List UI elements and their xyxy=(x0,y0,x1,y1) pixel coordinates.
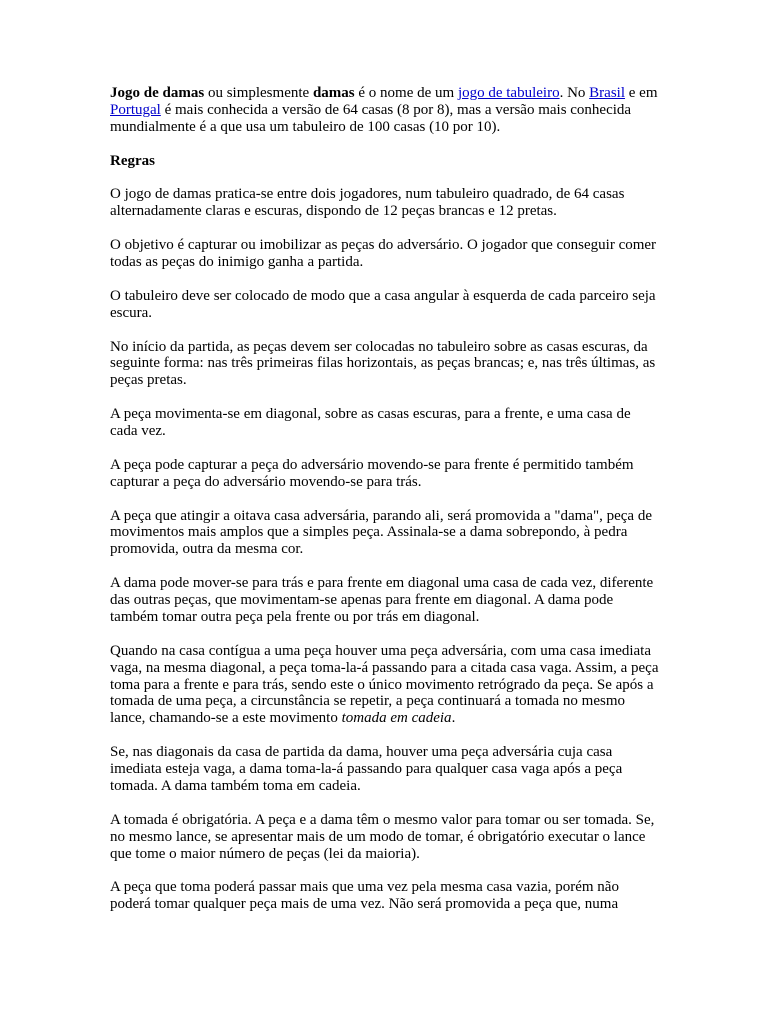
rule-paragraph: O jogo de damas pratica-se entre dois jogadores, num tabuleiro quadrado, de 64 casas alternadamente claras e escuras, dispondo de 12 peças brancas e 12 pretas. xyxy=(110,186,625,220)
link-portugal[interactable]: Portugal xyxy=(110,101,161,118)
section-heading-regras: Regras xyxy=(110,152,155,169)
rule-paragraph: A peça que atingir a oitava casa adversária, parando ali, será promovida a "dama", peça de movimentos mais amplos que a simples peça. Assinala-se a dama sobrepondo, à pedra promovida, outra da mesma cor. xyxy=(110,507,652,558)
document-page xyxy=(110,85,660,930)
link-brasil[interactable]: Brasil xyxy=(589,85,626,101)
term-damas: damas xyxy=(312,85,355,101)
rule-paragraph-tomada xyxy=(110,643,660,728)
intro-text-d: e em xyxy=(625,85,658,101)
rule-paragraph: A tomada é obrigatória. A peça e a dama têm o mesmo valor para tomar ou ser tomada. Se, no mesmo lance, se apresentar mais de um modo de tomar, é obrigatório executar o lance que tome o maior número de peças (lei da maioria). xyxy=(110,811,655,862)
link-jogo-de-tabuleiro[interactable]: jogo de tabuleiro xyxy=(457,85,560,101)
rule-paragraph: A peça movimenta-se em diagonal, sobre as casas escuras, para a frente, e uma casa de cada vez. xyxy=(110,406,631,440)
intro-text-a: ou simplesmente xyxy=(204,85,313,101)
intro-text-e: é mais conhecida a versão de 64 casas (8 por 8), mas a versão mais conhecida mundialmente é a que usa um tabuleiro de 100 casas (10 por 10). xyxy=(110,101,632,135)
rule-paragraph: No início da partida, as peças devem ser colocadas no tabuleiro sobre as casas escuras, da seguinte forma: nas três primeiras filas horizontais, as peças brancas; e, nas três últimas, as peças pretas. xyxy=(110,338,656,389)
tomada-em-cadeia-term: tomada em cadeia xyxy=(341,710,452,727)
intro-text-c: . No xyxy=(559,85,590,101)
rule-paragraph: Se, nas diagonais da casa de partida da dama, houver uma peça adversária cuja casa imediata esteja vaga, a dama toma-la-á passando para qualquer casa vaga após a peça tomada. A dama também toma em cadeia. xyxy=(110,744,623,794)
intro-paragraph xyxy=(110,85,660,136)
rule-paragraph: A peça pode capturar a peça do adversário movendo-se para frente é permitido também capturar a peça do adversário movendo-se para trás. xyxy=(110,456,634,490)
rule-paragraph: A peça que toma poderá passar mais que uma vez pela mesma casa vazia, porém não poderá tomar qualquer peça mais de uma vez. Não será promovida a peça que, numa xyxy=(110,879,619,913)
rule-paragraph: O objetivo é capturar ou imobilizar as peças do adversário. O jogador que conseguir comer todas as peças do inimigo ganha a partida. xyxy=(110,237,657,271)
intro-text-b: é o nome de um xyxy=(354,85,458,101)
tomada-text: Quando na casa contígua a uma peça houver uma peça adversária, com uma casa imediata vaga, na mesma diagonal, a peça toma-la-á passando para a citada casa vaga. Assim, a peça toma para a frente e para trás, sendo este o único movimento retrógrado da peça. Se após a tomada de uma peça, a circunstância se repetir, a peça continuará a tomada no mesmo lance, chamando-se a este movimento xyxy=(110,642,659,727)
rule-paragraph: O tabuleiro deve ser colocado de modo que a casa angular à esquerda de cada parceiro seja escura. xyxy=(110,287,656,321)
rule-paragraph: A dama pode mover-se para trás e para frente em diagonal uma casa de cada vez, diferente das outras peças, que movimentam-se apenas para frente em diagonal. A dama pode também tomar outra peça pela frente ou por trás em diagonal. xyxy=(110,575,654,625)
tomada-end: . xyxy=(451,710,456,727)
term-jogo-de-damas: Jogo de damas xyxy=(110,85,205,101)
